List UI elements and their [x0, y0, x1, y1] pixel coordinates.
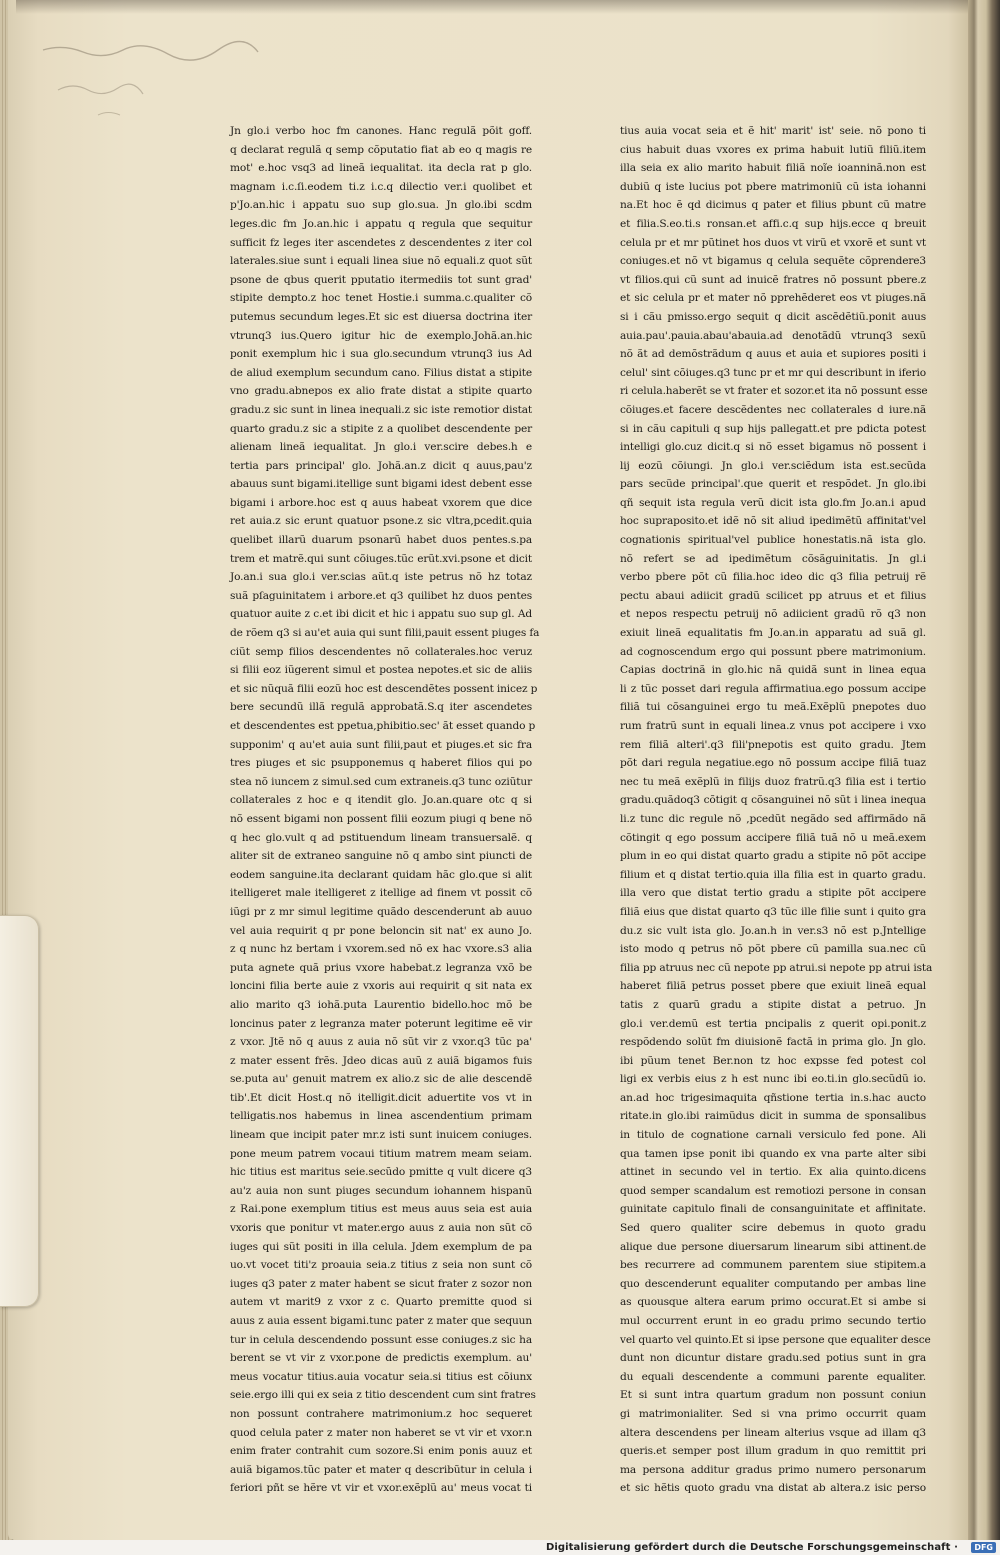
text-line: au'z auia non sunt piuges secundum iohannem hispanũ — [230, 1184, 532, 1197]
text-line: isto modo q petrus nõ põt pbere cũ pamilla sua.nec cũ — [620, 943, 926, 956]
text-line: du equali descendente a communi parente equaliter. — [620, 1370, 926, 1383]
text-line: gradu.z sic sunt in linea inequali.z sic iste remotior distat — [230, 403, 532, 416]
text-line: iuges q3 pater z mater habent se sicut frater z sozor non — [230, 1277, 532, 1290]
text-line: et descendentes est ppetua,phibitio.sec' ãt esset quando p — [230, 720, 536, 732]
text-line: pectu abaui adiicit gradũ scilicet pp atruus et et filius — [620, 589, 926, 602]
text-line: ibi pũum tenet Ber.non tz hoc expsse fed potest col — [620, 1054, 926, 1067]
text-line: p'Jo.an.hic i appatu suo sup glo.sua. Jn glo.ibi scdm — [230, 199, 532, 212]
text-line: filia pp atruus nec cũ nepote pp atrui.si nepote pp atrui ista — [620, 961, 933, 974]
text-line: ri celula.haberẽt se vt frater et sozor.et ita nõ possunt esse — [620, 385, 928, 398]
text-line: gradu.quãdoq3 cõtigit q cõsanguinei nõ sũt i linea inequa — [620, 794, 926, 807]
text-line: de rõem q3 si au'et auia qui sunt filii,pauit essent piuges fa — [230, 627, 540, 640]
text-line: z vxor. Jtẽ nõ q auus z auia nõ sũt vir z vxor.q3 tũc pa' — [230, 1036, 532, 1049]
text-column-left — [230, 122, 540, 1495]
text-line: eodem sanguine.ita declarant quidam hãc glo.que si alit — [230, 868, 532, 881]
text-line: altera descendens per lineam alterius vsque ad illam q3 — [620, 1426, 926, 1439]
text-line: illa vero que distat tertio gradu a stipite põt accipere — [620, 887, 926, 900]
footer-bar — [0, 1540, 1000, 1555]
text-line: tius auia vocat seia et ẽ hit' marit' ist' seie. nõ pono ti — [620, 125, 926, 137]
text-line: cius habuit duas vxores ex prima habuit lutiũ filiũ.item — [620, 143, 926, 156]
text-line: vtrunq3 ius.Quero igitur hic de exemplo.Johã.an.hic — [230, 329, 532, 342]
text-line: tib'.Et dicit Host.q nõ itelligit.dicit aduertite vos vt in — [230, 1091, 532, 1104]
text-line: nõ ãt ad demõstrãdum q auus et auia et supiores positi i — [620, 348, 926, 361]
text-line: se.puta au' genuit matrem ex alio.z sic de alie descendẽ — [230, 1073, 532, 1086]
text-line: et sic hẽtis quoto gradu vna distat ab altera.z isic perso — [620, 1482, 926, 1495]
text-line: auia.pau'.pauia.abau'abauia.ad denotãdũ vtrunq3 sexũ — [620, 329, 926, 342]
text-line: rem filiã alteri'.q3 fili'pnepotis est quito gradu. Jtem — [620, 738, 926, 751]
text-line: nec tu meã exẽplũ in filijs duoz fratrũ.q3 filia est i tertio — [620, 775, 926, 788]
text-line: non possunt contrahere matrimonium.z hoc sequeret — [230, 1407, 532, 1420]
text-line: hoc supraposito.et idẽ nõ sit aliud ipedimẽtũ affinitat'vel — [620, 515, 926, 528]
text-line: qua tamen ipse ponit ibi quando ex vna parte alter sibi — [620, 1147, 926, 1160]
text-line: vt filios.qui cũ sunt ad inuicẽ fratres nõ possunt pbere.z — [620, 273, 926, 286]
text-line: in titulo de cognatione carnali versiculo fed pone. Ali — [620, 1129, 926, 1142]
text-line: tres piuges et sic psupponemus q haberet filios qui po — [230, 757, 532, 770]
text-line: filium et q distat tertio.quia illa filia est in quarto gradu. — [620, 868, 926, 881]
funding-note: Digitalisierung gefördert durch die Deutsche Forschungsgemeinschaft · — [545, 1542, 958, 1553]
text-line: ritate.in glo.ibi raimũdus dicit in summa de sponsalibus — [620, 1110, 926, 1123]
text-line: Jn glo.i verbo hoc fm canones. Hanc regulã põit goff. — [230, 125, 532, 137]
text-line: quatuor auite z c.et ibi dicit et hic i appatu suo sup gl. Ad — [230, 608, 532, 621]
text-line: si filii eoz iũgerent simul et postea nepotes.et sic de aliis — [230, 664, 532, 677]
text-line: trem et matrẽ.qui sunt cõiuges.tũc erũt.xvi.psone et dicit — [230, 552, 532, 565]
text-line: lij eozũ cõiungi. Jn glo.i ver.sciẽdum ista est.secũda — [620, 459, 926, 472]
text-line: pars secũde principal'.que querit et respõdet. Jn glo.ibi — [620, 478, 926, 491]
text-line: seie.ergo illi qui ex seia z titio descendent cum sint fratres — [230, 1389, 536, 1402]
text-line: gi matrimonialiter. Sed si vna primo occurrit quam — [620, 1407, 926, 1420]
text-line: tur in celula descendendo possunt esse coniuges.z sic ha — [230, 1333, 532, 1346]
text-line: Jo.an.i sua glo.i ver.scias aũt.q iste petrus nõ hz totaz — [230, 571, 532, 584]
text-line: qñ sequit ista regula verũ dicit ista glo.fm Jo.an.i apud — [620, 496, 926, 509]
text-line: ciũt semp filios descendentes nõ collaterales.hoc veruz — [230, 645, 532, 658]
text-line: supponim' q au'et auia sunt filii,paut et piuges.et sic fra — [230, 738, 532, 751]
text-line: na.Et hoc ẽ qd dicimus q pater et filius pbunt cũ matre — [620, 199, 926, 212]
text-line: laterales.siue sunt i equali linea siue nõ equali.z quot sũt — [230, 255, 532, 268]
text-line: lineam que incipit pater mr.z isti sunt inuicem coniuges. — [230, 1129, 532, 1142]
text-line: aliter sit de extraneo sanguine nõ q ambo sint piuncti de — [230, 850, 532, 863]
text-line: quod semper scandalum est remotiozi persone in consan — [620, 1184, 926, 1197]
top-shadow — [16, 0, 976, 14]
text-line: vel quarto vel quinto.Et si ipse persone que equaliter desce — [620, 1333, 931, 1346]
text-line: exiuit lineã equalitatis fm Jo.an.in apparatu ad suã gl. — [620, 627, 926, 640]
text-line: celula pr et mr pũtinet hos duos vt virũ et vxorẽ et sunt vt — [620, 236, 926, 249]
text-line: quelibet illarũ duarum psonarũ habet duos pentes.s.pa — [230, 534, 532, 547]
page-edge-right — [968, 0, 1000, 1540]
text-line: loncinus pater z legranza mater poterunt legitime eẽ vir — [230, 1017, 532, 1030]
paper-tab — [0, 915, 39, 1307]
text-line: mot' e.hoc vsq3 ad lineã iequalitat. ita decla rat p glo. — [230, 162, 532, 175]
text-line: sufficit fz leges iter ascendetes z descendentes z iter col — [230, 236, 532, 249]
text-line: dunt non dicuntur distare gradu.sed potius sunt in gra — [620, 1352, 926, 1365]
text-line: illa seia ex alio marito habuit filiã noĩe ioanninã.non est — [620, 162, 926, 175]
text-line: attinet in secundo vel in tertio. Ex alia quinto.dicens — [620, 1166, 926, 1179]
text-line: psone de qbus querit pputatio itermediis tot sunt grad' — [230, 273, 532, 286]
text-line: filiã tui cõsanguinei ergo tu meã.Exẽplũ pnepotes duo — [620, 701, 926, 714]
text-line: berent se vt vir z vxor.pone de predictis exemplum. au' — [230, 1352, 532, 1365]
text-line: et nepos respectu petruij nõ adiicient gradũ rõ q3 non — [620, 608, 926, 621]
text-line: bigami i arbore.hoc est q auus habeat vxorem que dice — [230, 496, 532, 509]
text-line: coniuges.et nõ vt bigamus q celula sequẽte cõprendere3 — [620, 255, 926, 268]
text-line: si in cãu capituli q sup hijs pallegatt.et pre pdicta potest — [620, 422, 926, 435]
text-line: magnam i.c.ſi.eodem ti.z i.c.q dilectio ver.i quolibet et — [230, 180, 532, 193]
text-line: respõdendo solũt fm diuisionẽ factã in prima glo. Jn glo. — [620, 1036, 926, 1049]
text-line: puta agnete quã prius vxore habebat.z legranza vxõ be — [230, 961, 532, 974]
text-line: rum fratrũ sunt in equali linea.z vnus pot accipere i vxo — [620, 720, 926, 732]
text-line: auus z auia essent bigami.tunc pater z mater que sequun — [230, 1315, 532, 1327]
text-line: bes recurrere ad communem parentem siue stipitem.a — [620, 1259, 926, 1272]
text-line: uo.vt vocet titi'z proauia seia.z titius z seia non sunt cõ — [230, 1259, 532, 1272]
text-line: mul occurrent erunt in eo gradu primo secundo tertio — [620, 1315, 926, 1327]
text-line: ma persona additur gradus primo numero personarum — [620, 1463, 926, 1476]
text-line: z Rai.pone exemplum titius est meus auus seia est auia — [230, 1203, 532, 1216]
text-line: et sic celula pr et mater nõ pprehẽderet eos vt piuges.nã — [620, 292, 926, 305]
text-line: et filia.S.eo.ti.s ronsan.et affi.c.q sup hijs.ecce q breuit — [620, 217, 926, 230]
text-line: haberet filiã petrus posset pbere que exiuit lineã equal — [620, 980, 926, 993]
text-line: filiã eius que distat quarto q3 tũc ille filie sunt i quito gra — [620, 905, 926, 918]
text-line: collaterales z hoc e q itendit glo. Jo.an.quare otc q si — [230, 794, 532, 807]
text-line: si i cãu pmisso.ergo sequit q dicit ascẽdẽtiũ.ponit auus — [620, 310, 926, 323]
text-line: autem vt marit9 z vxor z c. Quarto premitte quod si — [230, 1296, 532, 1309]
text-line: pone meum patrem vocaui titium matrem meam seiam. — [230, 1147, 532, 1160]
text-line: verbo pbere põt cũ filia.hoc ideo dic q3 filia petruij rẽ — [620, 571, 926, 584]
text-line: Et si sunt intra quartum gradum non possunt coniun — [620, 1389, 926, 1402]
text-column-right — [620, 122, 933, 1495]
text-line: loncini filia berte auie z vxoris aui requirit q sit nata ex — [230, 980, 532, 993]
dfg-logo-icon: DFG — [971, 1542, 996, 1553]
text-line: intelligi glo.cuz dicit.q si nõ esset bigamus nõ possent i — [620, 441, 926, 454]
text-line: leges.dic fm Jo.an.hic i appatu q regula que sequitur — [230, 217, 532, 230]
text-line: plum in eo qui distat quarto gradu a stipite nõ põt accipe — [620, 850, 926, 863]
text-line: celul' sint cõiuges.q3 tunc pr et mr qui describunt in iferio — [620, 366, 926, 379]
text-line: feriori pñt se hẽre vt vir et vxor.exẽplũ au' meus vocat ti — [230, 1482, 532, 1495]
text-line: et sic nũquã filii eozũ hoc est descendẽtes possent inicez p — [230, 682, 538, 695]
text-line: stea nõ iuncem z simul.sed cum extraneis.q3 tunc oziũtur — [230, 775, 532, 788]
text-line: as quousque altera earum primo occurat.Et si ambe si — [620, 1296, 926, 1309]
text-line: alique due persone diuersarum linearum sibi attinent.de — [620, 1240, 926, 1253]
text-line: ret auia.z sic erunt quatuor psone.z sic vltra,pcedit.quia — [230, 515, 532, 528]
text-line: li.z tunc dic regule nõ ,pcedũt negãdo sed affirmãdo nã — [620, 812, 926, 825]
text-line: tertia pars principal' glo. Johã.an.z dicit q auus,pau'z — [230, 459, 532, 472]
text-line: z mater essent frẽs. Jdeo dicas auũ z auiã bigamos fuis — [230, 1054, 532, 1067]
text-line: ligi ex verbis eius z h est nunc ibi eo.ti.in glo.secũdũ io. — [620, 1073, 926, 1086]
text-line: glo.i ver.demũ est tertia pncipalis z querit opi.ponit.z — [620, 1017, 926, 1030]
text-line: Capias doctrinã in glo.hic nã quidã sunt in linea equa — [620, 664, 926, 677]
text-line: vno gradu.abnepos ex alio frate distat a stipite quarto — [230, 385, 532, 398]
text-line: quo descenderunt equaliter computando per ambas line — [620, 1277, 926, 1290]
text-line: cõiuges.et facere descẽdentes nec collaterales d iure.nã — [620, 403, 926, 416]
text-line: q hec glo.vult q ad pstituendum lineam transuersalẽ. q — [230, 831, 532, 844]
text-line: li z tũc posset dari regula affirmatiua.ego possum accipe — [620, 682, 926, 695]
text-line: alio marito q3 iohã.puta Laurentio bidello.hoc mõ be — [230, 998, 532, 1011]
text-line: Sed quero qualiter scire debemus in quoto gradu — [620, 1222, 926, 1235]
text-line: vxoris que ponitur vt mater.ergo auus z auia non sũt cõ — [230, 1222, 532, 1235]
text-line: de aliud exemplum secundum cano. Filius distat a stipite — [230, 366, 532, 379]
text-line: abauus sunt bigami.itellige sunt bigami idest debent esse — [230, 478, 532, 491]
text-line: dubiũ q iste lucius pot pbere matrimoniũ cũ ista iohanni — [620, 180, 926, 193]
text-line: cõtingit q ego possum accipere filiã tuã nõ u meã.exem — [620, 831, 926, 844]
text-line: an.ad hoc trigesimaquita qñstione tertia in.s.hac aucto — [620, 1091, 926, 1104]
text-line: guinitate capitulo finali de consanguinitate et affinitate. — [620, 1203, 926, 1216]
text-line: suã pſaguinitatem i arbore.et q3 quilibet hz duos pentes — [230, 589, 532, 602]
text-line: tatis z quarũ gradu a stipite distat a petruo. Jn — [620, 998, 926, 1011]
text-line: ponit exemplum hic i sua glo.secundum vtrunq3 ius Ad — [230, 348, 532, 361]
text-line: alienam lineã iequalitat. Jn glo.i ver.scire debes.h e — [230, 441, 532, 454]
text-line: enim frater contrahit cum sozore.Si enim ponis auuz et — [230, 1445, 532, 1458]
text-line: q declarat regulã q semp cõputatio fiat ab eo q magis re — [230, 143, 532, 156]
text-line: põt dari regula negatiue.ego nõ possum accipe filiã tuaz — [620, 757, 926, 770]
text-line: ad cognoscendum ergo qui possunt pbere matrimonium. — [620, 645, 926, 658]
text-line: queris.et semper post illum gradum in quo remittit pri — [620, 1445, 926, 1458]
text-line: nõ essent bigami non possent filii eozum piugi q bene nõ — [230, 812, 532, 825]
text-line: nõ refert se ad ipedimẽtum cõsãguinitatis. Jn gl.i — [620, 552, 926, 565]
text-line: itelligeret male itelligeret z itellige ad finem vt possit cõ — [230, 887, 532, 900]
text-line: auiã bigamos.tũc pater et mater q describũtur in celula i — [230, 1463, 532, 1476]
text-line: meus vocatur titius.auia vocatur seia.si titius est cõiunx — [230, 1370, 532, 1383]
text-line: telligatis.nos habemus in linea ascendentium primam — [230, 1110, 532, 1123]
text-line: stipite dempto.z hoc tenet Hostie.i summa.c.qualiter cõ — [230, 292, 532, 305]
text-line: z q nunc hz bertam i vxorem.sed nõ ex hac vxore.s3 alia — [230, 943, 532, 956]
text-line: quarto gradu.z sic a stipite z a quolibet descendente per — [230, 422, 532, 435]
text-line: vel auia requirit q pr pone beloncin sit nat' ex auno Jo. — [230, 924, 532, 937]
text-line: bere secundũ illã regulã approbatã.S.q iter ascendetes — [230, 701, 532, 714]
text-line: du.z sic vult ista glo. Jo.an.h in ver.s3 nõ est p.Jntellige — [620, 924, 926, 937]
text-line: hic titius est maritus seie.secũdo pmitte q vult dicere q3 — [230, 1166, 532, 1179]
text-line: cognationis spiritual'vel publice honestatis.nã ista glo. — [620, 534, 926, 547]
text-line: iuges qui sũt positi in illa celula. Jdem exemplum de pa — [230, 1240, 532, 1253]
text-line: putemus secundum leges.Et sic est diuersa doctrina iter — [230, 310, 532, 323]
text-line: iũgi pr z mr simul legitime quãdo descenderunt ab auuo — [230, 905, 532, 918]
text-line: quod celula pater z mater non haberet se vt vir et vxor.n — [230, 1426, 532, 1439]
